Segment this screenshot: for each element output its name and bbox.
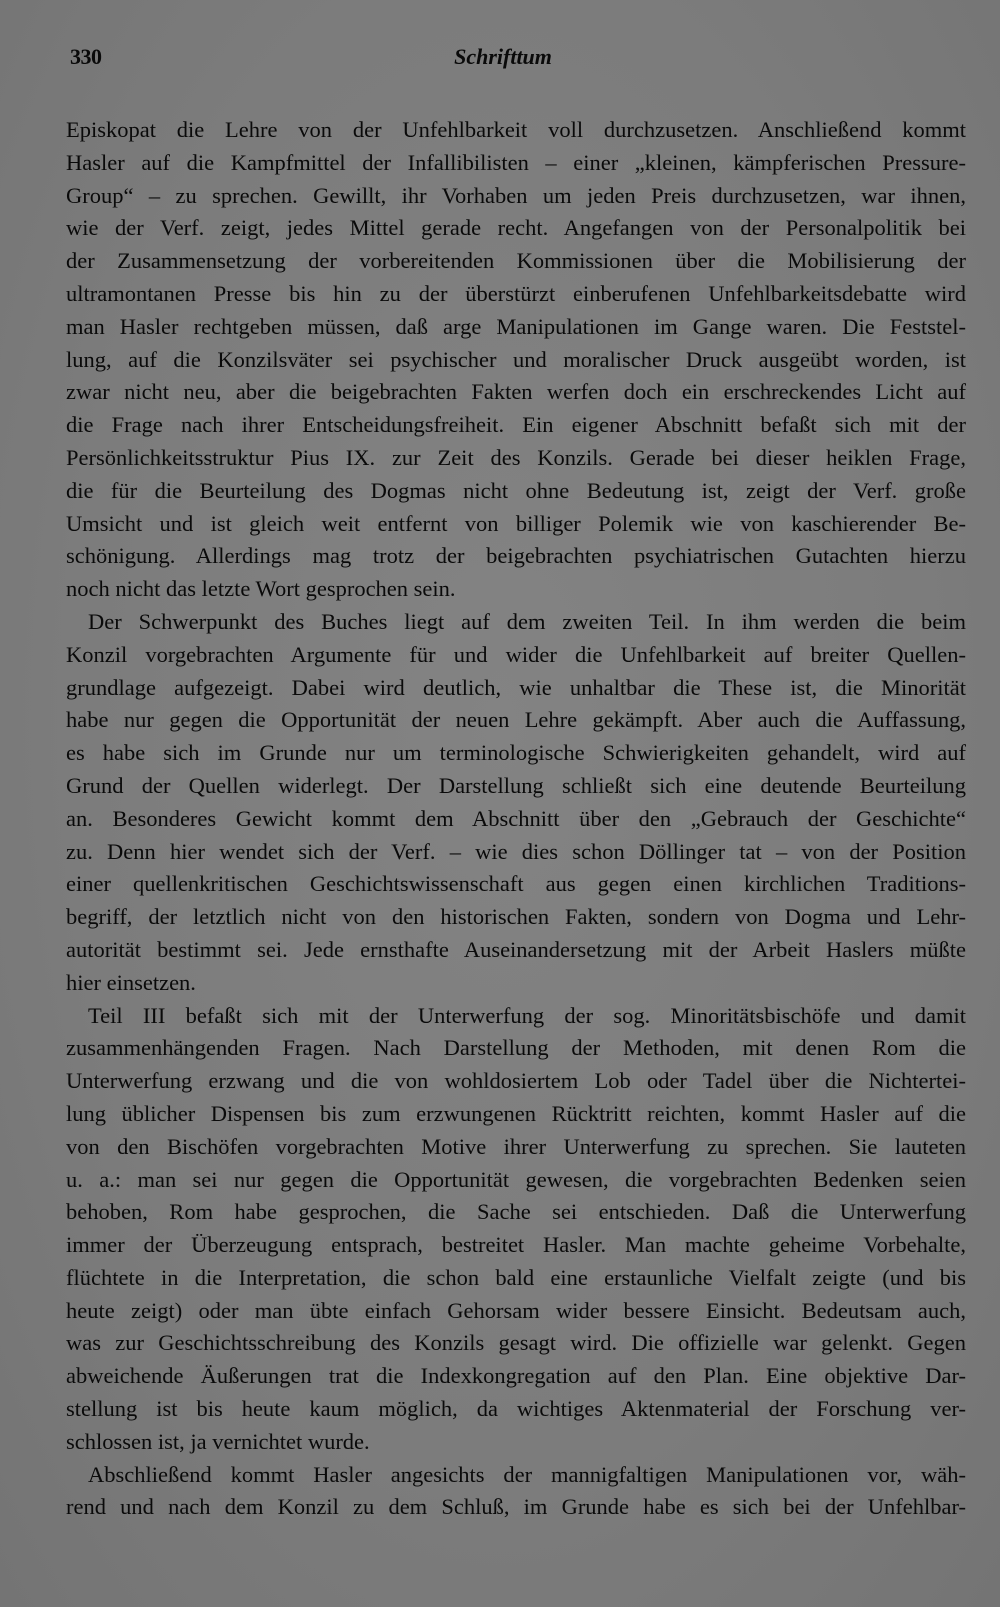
text-line: Episkopat die Lehre von der Unfehlbarkeit voll durchzusetzen. Anschließend kommt (66, 117, 966, 142)
text-line: Grund der Quellen widerlegt. Der Darstellung schließt sich eine deutende Beurteilung (66, 772, 966, 798)
text-line: habe nur gegen die Opportunität der neuen Lehre gekämpft. Aber auch die Auffassung, (66, 707, 966, 733)
text-line: Teil III befaßt sich mit der Unterwerfung der sog. Minoritätsbischöfe und damit (88, 1002, 966, 1028)
text-line: lung, auf die Konzilsväter sei psychischer und moralischer Druck ausgeübt worden, ist (66, 346, 966, 372)
text-line: rend und nach dem Konzil zu dem Schluß, im Grunde habe es sich bei der Unfehlbar- (66, 1494, 966, 1520)
text-line: Abschließend kommt Hasler angesichts der mannigfaltigen Manipulationen vor, wäh- (88, 1461, 966, 1487)
page-number: 330 (70, 44, 102, 69)
text-line: stellung ist bis heute kaum möglich, da wichtiges Aktenmaterial der Forschung ver- (66, 1396, 966, 1422)
text-line: wie der Verf. zeigt, jedes Mittel gerade recht. Angefangen von der Personalpolitik bei (66, 215, 966, 241)
text-line: behoben, Rom habe gesprochen, die Sache sei entschieden. Daß die Unterwerfung (66, 1199, 966, 1225)
text-line: von den Bischöfen vorgebrachten Motive ihrer Unterwerfung zu sprechen. Sie lauteten (66, 1133, 966, 1159)
paragraph-4 (66, 1459, 966, 1525)
text-line: schönigung. Allerdings mag trotz der beigebrachten psychiatrischen Gutachten hierzu (66, 543, 966, 569)
text-line: zu. Denn hier wendet sich der Verf. – wie dies schon Döllinger tat – von der Position (66, 838, 966, 864)
text-line: begriff, der letztlich nicht von den historischen Fakten, sondern von Dogma und Lehr- (66, 904, 966, 930)
text-line: lung üblicher Dispensen bis zum erzwungenen Rücktritt reichten, kommt Hasler auf die (66, 1100, 966, 1126)
text-line: man Hasler rechtgeben müssen, daß arge Manipulationen im Gange waren. Die Feststel- (66, 313, 966, 339)
text-line: noch nicht das letzte Wort gesprochen sein. (66, 576, 456, 602)
text-line: Group“ – zu sprechen. Gewillt, ihr Vorhaben um jeden Preis durchzusetzen, war ihnen, (66, 182, 966, 208)
text-line: ultramontanen Presse bis hin zu der überstürzt einberufenen Unfehlbarkeitsdebatte wird (66, 280, 966, 306)
text-line: Unterwerfung erzwang und die von wohldosiertem Lob oder Tadel über die Nichtertei- (66, 1068, 966, 1094)
running-head (68, 44, 938, 78)
text-line: autorität bestimmt sei. Jede ernsthafte Auseinandersetzung mit der Arbeit Haslers müßte (66, 936, 966, 962)
text-line: flüchtete in die Interpretation, die schon bald eine erstaunliche Vielfalt zeigte (und bis (66, 1264, 966, 1290)
paragraph-1 (66, 114, 966, 606)
body-text (66, 114, 966, 1524)
text-line: immer der Überzeugung entsprach, bestreitet Hasler. Man machte geheime Vorbehalte, (66, 1232, 966, 1258)
text-line: Hasler auf die Kampfmittel der Infallibilisten – einer „kleinen, kämpferischen Pressure- (66, 149, 966, 175)
text-line: zusammenhängenden Fragen. Nach Darstellung der Methoden, mit denen Rom die (66, 1035, 966, 1061)
text-line: die für die Beurteilung des Dogmas nicht ohne Bedeutung ist, zeigt der Verf. große (66, 477, 966, 503)
running-title: Schrifttum (454, 44, 552, 69)
paragraph-3 (66, 1000, 966, 1459)
text-line: Persönlichkeitsstruktur Pius IX. zur Zeit des Konzils. Gerade bei dieser heiklen Frage, (66, 444, 966, 470)
text-line: es habe sich im Grunde nur um terminologische Schwierigkeiten gehandelt, wird auf (66, 740, 966, 766)
text-line: einer quellenkritischen Geschichtswissenschaft aus gegen einen kirchlichen Traditions- (66, 871, 966, 897)
text-line: hier einsetzen. (66, 969, 196, 995)
paragraph-2 (66, 606, 966, 1000)
text-line: die Frage nach ihrer Entscheidungsfreiheit. Ein eigener Abschnitt befaßt sich mit der (66, 412, 966, 438)
text-line: Der Schwerpunkt des Buches liegt auf dem zweiten Teil. In ihm werden die beim (88, 608, 966, 634)
text-line: abweichende Äußerungen trat die Indexkongregation auf den Plan. Eine objektive Dar- (66, 1363, 966, 1389)
text-line: was zur Geschichtsschreibung des Konzils gesagt wird. Die offizielle war gelenkt. Gegen (66, 1330, 966, 1356)
text-line: Konzil vorgebrachten Argumente für und wider die Unfehlbarkeit auf breiter Quellen- (66, 641, 966, 667)
text-line: an. Besonderes Gewicht kommt dem Abschnitt über den „Gebrauch der Geschichte“ (66, 805, 966, 831)
text-line: zwar nicht neu, aber die beigebrachten Fakten werfen doch ein erschreckendes Licht auf (66, 379, 966, 405)
text-line: schlossen ist, ja vernichtet wurde. (66, 1428, 370, 1454)
text-line: u. a.: man sei nur gegen die Opportunität gewesen, die vorgebrachten Bedenken seien (66, 1166, 966, 1192)
text-line: der Zusammensetzung der vorbereitenden Kommissionen über die Mobilisierung der (66, 248, 966, 274)
text-line: Umsicht und ist gleich weit entfernt von billiger Polemik wie von kaschierender Be- (66, 510, 966, 536)
text-line: grundlage aufgezeigt. Dabei wird deutlich, wie unhaltbar die These ist, die Minorität (66, 674, 966, 700)
text-line: heute zeigt) oder man übte einfach Gehorsam wider bessere Einsicht. Bedeutsam auch, (66, 1297, 966, 1323)
